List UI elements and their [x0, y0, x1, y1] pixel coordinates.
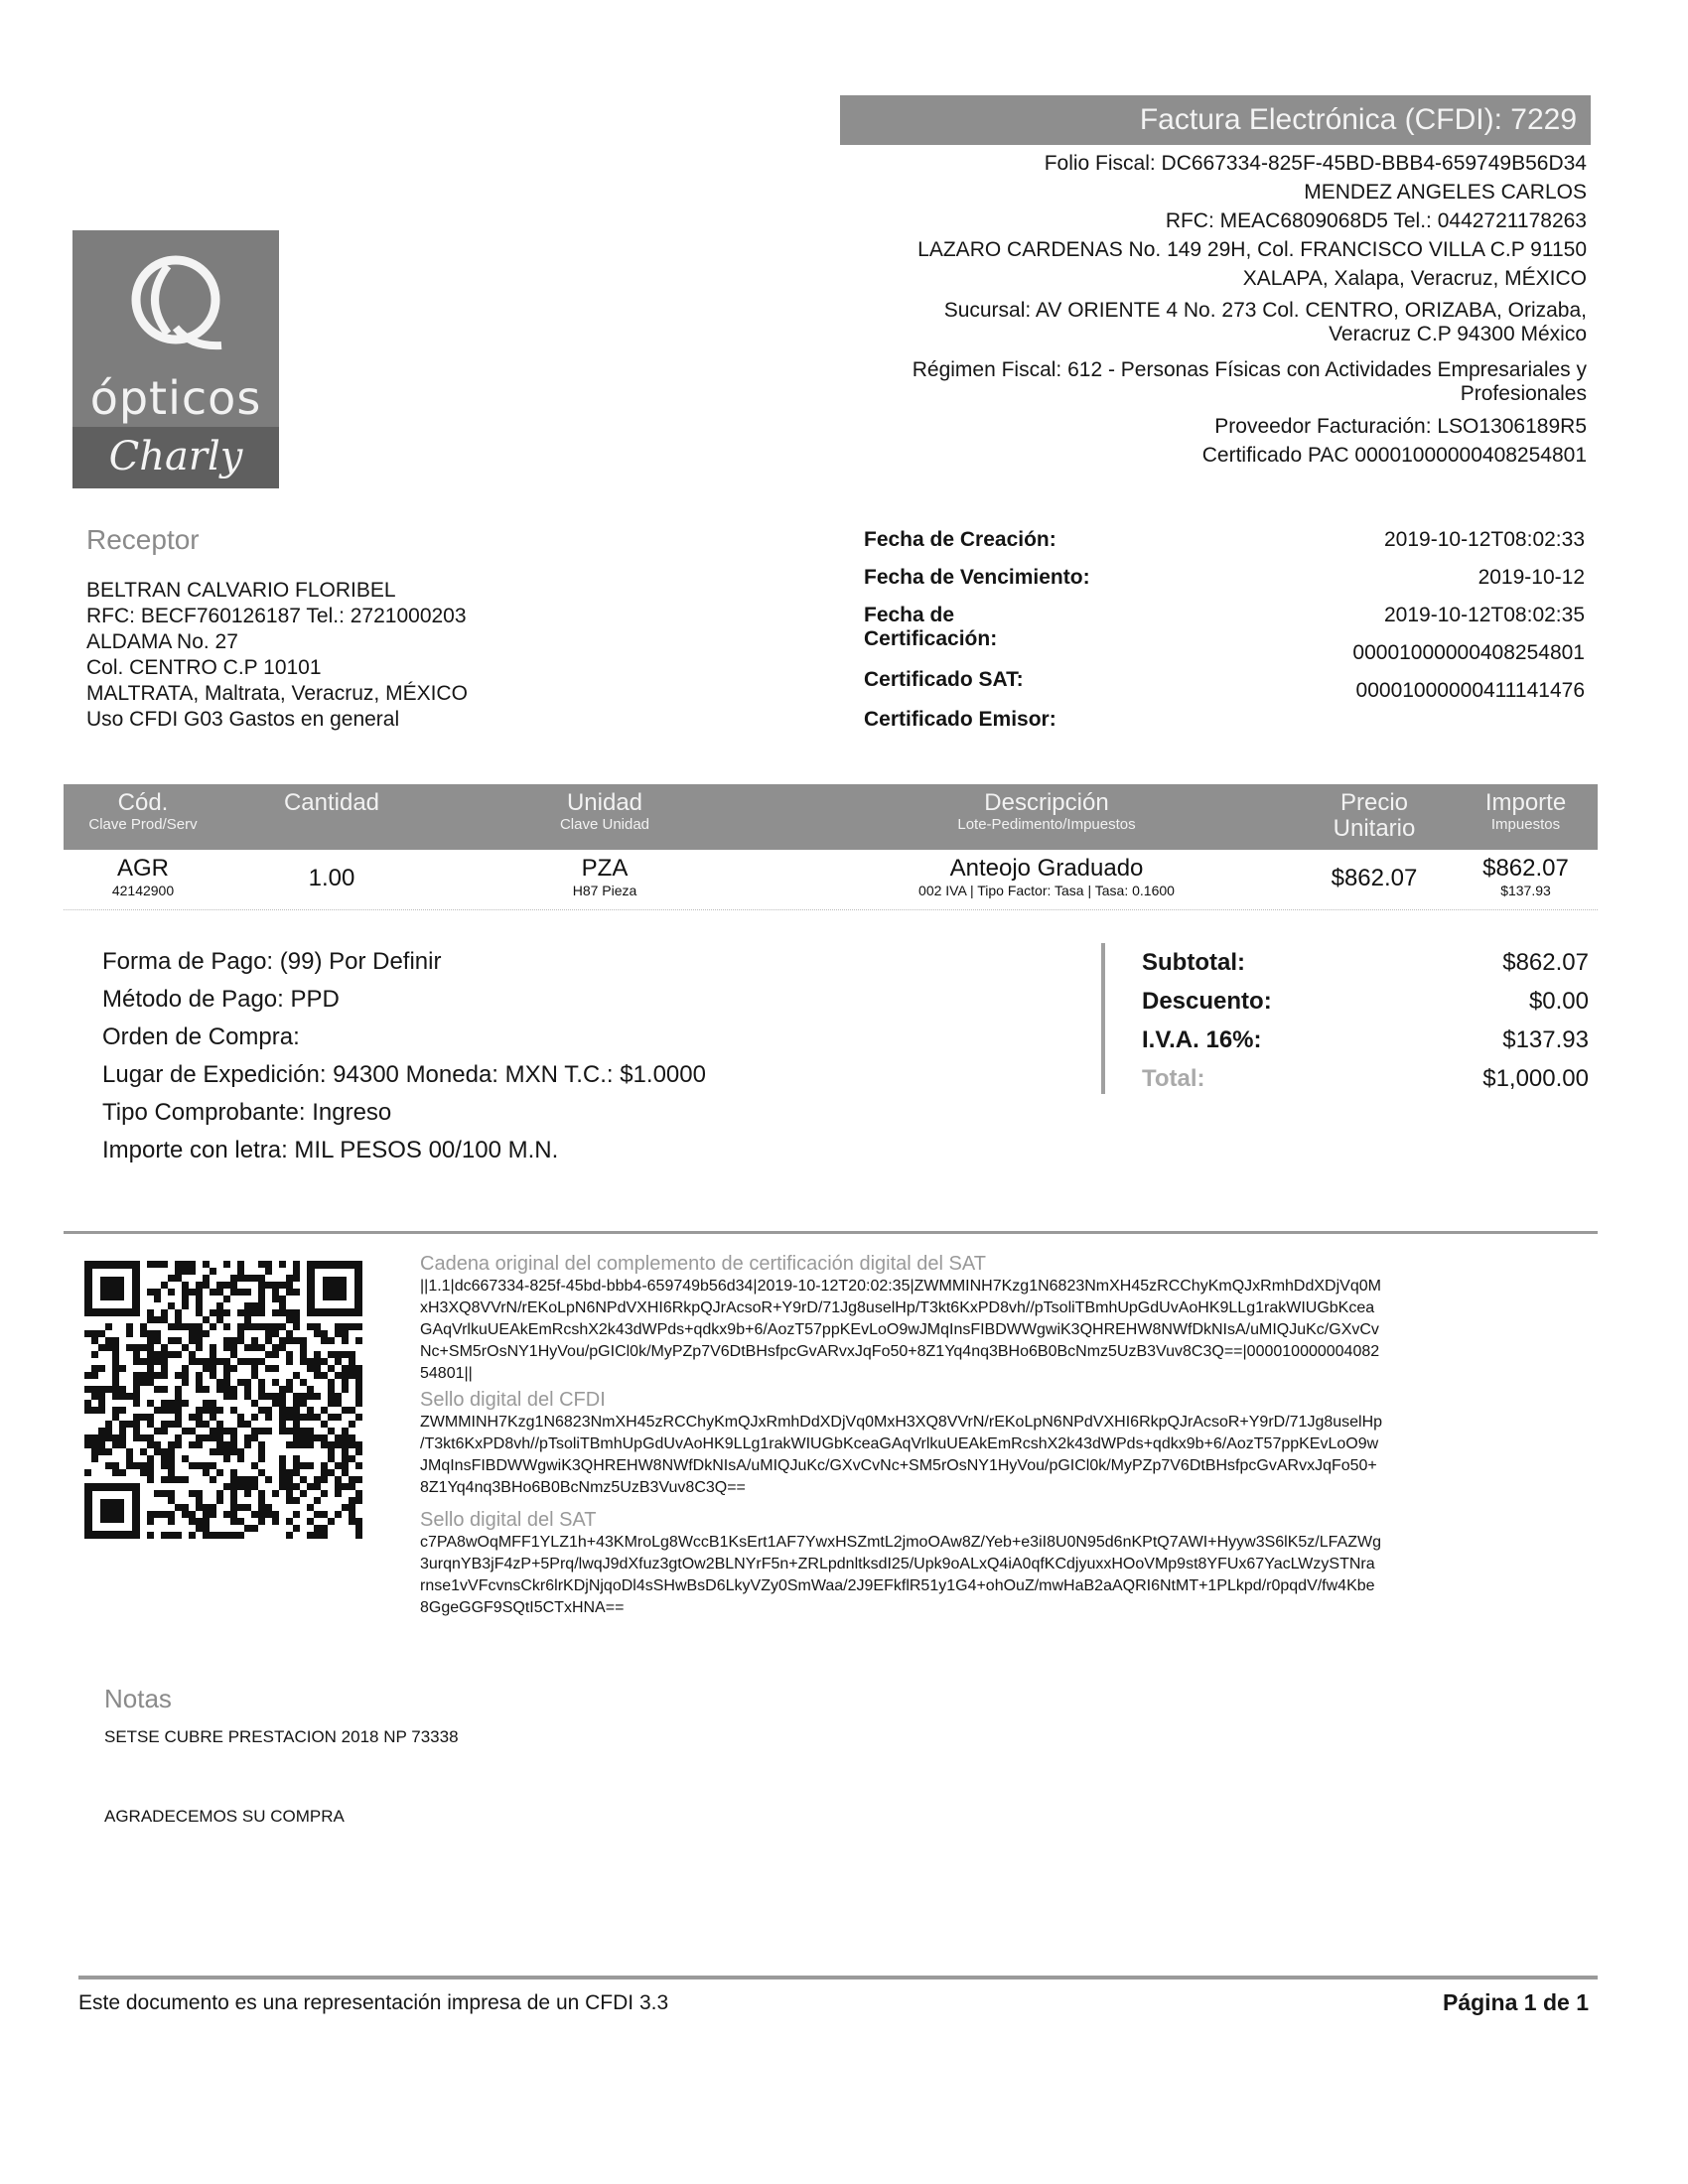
col-codigo-label: Cód. [117, 789, 169, 816]
totals-divider [1101, 943, 1105, 1094]
fecha-vencimiento-label: Fecha de Vencimiento: [864, 566, 1090, 589]
digital-section [420, 1253, 1584, 1619]
emisor-nombre: MENDEZ ANGELES CARLOS [1304, 181, 1587, 204]
sucursal-line2: Veracruz C.P 94300 México [1329, 323, 1587, 345]
row-divider [64, 909, 1598, 910]
metodo-pago: Método de Pago: PPD [102, 986, 340, 1013]
regimen-line2: Profesionales [1460, 382, 1587, 405]
descuento-label: Descuento: [1142, 988, 1272, 1015]
emisor-rfc: RFC: MEAC6809068D5 Tel.: 0442721178263 [1165, 209, 1587, 232]
receptor-calle: ALDAMA No. 27 [86, 630, 238, 653]
sello-sat-text [420, 1532, 1584, 1619]
proveedor-facturacion: Proveedor Facturación: LSO1306189R5 [1214, 415, 1587, 438]
col-cantidad [242, 784, 421, 850]
fecha-certificacion-label [864, 604, 997, 651]
receptor-colonia: Col. CENTRO C.P 10101 [86, 656, 322, 679]
invoice-title: Factura Electrónica (CFDI): 7229 [840, 95, 1591, 145]
logo-emblem-icon [72, 230, 279, 379]
sello-sat-line: rnse1vVFcvnsCkr6lrKDjNjqoDl4sSHwBsD6LkyVZy0SmWaa/2J9EFkflR51y1G4+ohOuZ/mwHaB2aAQRI6NtMT+1PLkpd/r0pqdV/fw4Kbe [420, 1577, 1375, 1594]
cadena-line: ||1.1|dc667334-825f-45bd-bbb4-659749b56d34|2019-10-12T20:02:35|ZWMMINH7Kzg1N6823NmXH45zRCChyKmQJxRmhDdXDjVq0M [420, 1278, 1381, 1295]
nota-1: SETSE CUBRE PRESTACION 2018 NP 73338 [104, 1727, 459, 1746]
certificado-emisor-label: Certificado Emisor: [864, 708, 1056, 731]
col-precio [1300, 784, 1449, 850]
col-codigo-sub: Clave Prod/Serv [88, 816, 198, 833]
logo-script-text: Charly [108, 434, 243, 479]
receptor-info [86, 578, 468, 733]
sello-cfdi-line: ZWMMINH7Kzg1N6823NmXH45zRCChyKmQJxRmhDdXDjVq0MxH3XQ8VVrN/rEKoLpN6NPdVXHI6RkpQJrAcsoR+Y9rD/71Jg8uselHp [420, 1414, 1383, 1431]
emisor-info [840, 149, 1587, 470]
row-importe-value: $862.07 [1482, 855, 1569, 882]
fecha-certificacion-label-line1: Fecha de [864, 604, 955, 626]
fecha-certificacion-label-line2: Certificación: [864, 627, 998, 650]
payment-info [102, 943, 706, 1169]
sello-cfdi-title: Sello digital del CFDI [420, 1389, 606, 1411]
row-clave-unidad-value: H87 Pieza [572, 883, 637, 898]
col-importe [1454, 784, 1598, 850]
cadena-line: xH3XQ8VVrN/rEKoLpN6NPdVXHI6RkpQJrAcsoR+Y9rD/71Jg8uselHp/T3kt6KxPD8vh//pTsoliTBmhUpGdUvAoHK9LLg1rakWIUGbKcea [420, 1299, 1375, 1316]
cadena-line: Nc+SM5rOsNY1HyVou/pGICl0k/MyPZp7V6DtBHsfpcGvARvxJqFo50+8Z1Yq4nq3BHo6B0BcNmz5UzB3Vuv8C3Q==|000010000004082 [420, 1343, 1380, 1360]
sello-sat-line: 8GgeGGF9SQtI5CTxHNA== [420, 1599, 625, 1616]
emisor-direccion: LAZARO CARDENAS No. 149 29H, Col. FRANCISCO VILLA C.P 91150 [917, 238, 1587, 261]
cadena-line: 54801|| [420, 1365, 473, 1382]
total-label: Total: [1142, 1065, 1205, 1092]
row-descripcion-value: Anteojo Graduado [949, 855, 1144, 882]
col-cantidad-label: Cantidad [283, 789, 380, 816]
orden-compra: Orden de Compra: [102, 1024, 300, 1050]
sello-cfdi-line: /T3kt6KxPD8vh//pTsoliTBmhUpGdUvAoHK9LLg1rakWIUGbKceaGAqVrlkuUEAkEmRcshX2k43dWPds+qdkx9b+6/AozT57ppKEvLoO9w [420, 1435, 1379, 1452]
col-unidad [481, 784, 729, 850]
sello-cfdi-line: 8Z1Yq4nq3BHo6B0BcNmz5UzB3Vuv8C3Q== [420, 1479, 746, 1496]
row-importe-impuestos-value: $137.93 [1500, 883, 1551, 898]
row-cantidad [242, 866, 421, 891]
sello-cfdi-line: JMqInsFIBDWWgwiK3QHREHW8NWfDkNIsA/uMIQJuKc/GXvCvNc+SM5rOsNY1HyVou/pGICl0k/MyPZp7V6DtBHsfpcGvARvxJqFo50+ [420, 1457, 1377, 1474]
col-descripcion-label: Descripción [984, 789, 1109, 816]
sello-sat-line: c7PA8wOqMFF1YLZ1h+43KMroLg8WccB1KsErt1AF7YwxHSZmtL2jmoOAw8Z/Yeb+e3iI8U0N95d6nKPtQ7AWI+Hyyw3S6lK5z/LFAZWg [420, 1534, 1381, 1551]
sucursal-line1: Sucursal: AV ORIENTE 4 No. 273 Col. CENTRO, ORIZABA, Orizaba, [943, 299, 1587, 322]
regimen-line1: Régimen Fiscal: 612 - Personas Físicas con Actividades Empresariales y [912, 358, 1587, 381]
receptor-ciudad: MALTRATA, Maltrata, Veracruz, MÉXICO [86, 682, 468, 705]
certificado-emisor-value: 00001000000411141476 [1355, 679, 1585, 702]
certificado-sat-label: Certificado SAT: [864, 668, 1024, 691]
col-descripcion-sub: Lote-Pedimento/Impuestos [957, 816, 1136, 833]
total-value: $1,000.00 [1482, 1065, 1589, 1092]
company-logo [72, 230, 279, 488]
col-precio-label: Precio [1339, 789, 1409, 816]
footer-note: Este documento es una representación impresa de un CFDI 3.3 [78, 1991, 669, 2014]
row-unidad [481, 856, 729, 899]
row-cantidad-value: 1.00 [308, 865, 355, 891]
row-codigo-value: AGR [116, 855, 169, 882]
section-divider [64, 1231, 1598, 1234]
sello-sat-line: 3urqnYB3jF4zP+5Prq/lwqJ9dXfuz3gtOw2BLNYrF5n+ZRLpdnltksdI25/Upk9oALxQ4iA0qfKCdjyuxxHOoVMp9st8YFUx67YacLWzySTNra [420, 1556, 1375, 1572]
row-importe [1454, 856, 1598, 899]
forma-pago: Forma de Pago: (99) Por Definir [102, 948, 442, 975]
cadena-line: GAqVrlkuUEAkEmRcshX2k43dWPds+qdkx9b+6/AozT57ppKEvLoO9wJMqInsFIBDWWgwiK3QHREHW8NWfDkNIsA/uMIQJuKc/GXvCv [420, 1321, 1379, 1338]
receptor-uso-cfdi: Uso CFDI G03 Gastos en general [86, 708, 400, 731]
row-unidad-value: PZA [581, 855, 629, 882]
certificado-pac: Certificado PAC 00001000000408254801 [1201, 444, 1587, 467]
fecha-creacion-label: Fecha de Creación: [864, 528, 1056, 551]
col-importe-sub: Impuestos [1490, 816, 1561, 833]
logo-brand-text: ópticos [89, 371, 262, 425]
fecha-vencimiento-value: 2019-10-12 [1477, 566, 1585, 589]
cadena-original-text [420, 1276, 1584, 1385]
row-impuestos-value: 002 IVA | Tipo Factor: Tasa | Tasa: 0.1600 [918, 883, 1175, 898]
page-number: Página 1 de 1 [1442, 1989, 1589, 2015]
importe-letra: Importe con letra: MIL PESOS 00/100 M.N. [102, 1137, 559, 1163]
iva-value: $137.93 [1502, 1026, 1589, 1053]
items-table-header [64, 784, 1598, 850]
tipo-comprobante: Tipo Comprobante: Ingreso [102, 1099, 392, 1126]
row-precio-value: $862.07 [1331, 865, 1418, 891]
emisor-ciudad: XALAPA, Xalapa, Veracruz, MÉXICO [1242, 267, 1587, 290]
row-precio [1300, 866, 1449, 891]
row-clave-value: 42142900 [111, 883, 175, 898]
folio-fiscal: Folio Fiscal: DC667334-825F-45BD-BBB4-659749B56D34 [1044, 152, 1587, 175]
col-unidad-sub: Clave Unidad [559, 816, 650, 833]
col-descripcion [808, 784, 1285, 850]
receptor-nombre: BELTRAN CALVARIO FLORIBEL [86, 579, 396, 602]
footer-divider [78, 1976, 1598, 1979]
receptor-rfc: RFC: BECF760126187 Tel.: 2721000203 [86, 605, 467, 627]
subtotal-value: $862.07 [1502, 949, 1589, 976]
table-row [64, 856, 1598, 911]
col-importe-label: Importe [1484, 789, 1567, 816]
col-codigo [64, 784, 222, 850]
row-descripcion [808, 856, 1285, 899]
col-unidad-label: Unidad [566, 789, 643, 816]
sello-cfdi-text [420, 1412, 1584, 1499]
nota-2: AGRADECEMOS SU COMPRA [104, 1807, 345, 1826]
certificado-sat-value: 00001000000408254801 [1352, 641, 1585, 664]
sello-sat-title: Sello digital del SAT [420, 1509, 597, 1531]
descuento-value: $0.00 [1528, 988, 1589, 1015]
row-codigo [64, 856, 222, 899]
fecha-certificacion-value: 2019-10-12T08:02:35 [1384, 604, 1585, 626]
iva-label: I.V.A. 16%: [1142, 1026, 1262, 1053]
col-precio-sub: Unitario [1333, 815, 1416, 842]
notas-title: Notas [104, 1684, 172, 1713]
fecha-creacion-value: 2019-10-12T08:02:33 [1384, 528, 1585, 551]
cadena-original-title: Cadena original del complemento de certificación digital del SAT [420, 1253, 986, 1275]
subtotal-label: Subtotal: [1142, 949, 1245, 976]
qr-code-icon [84, 1261, 362, 1539]
lugar-expedicion: Lugar de Expedición: 94300 Moneda: MXN T.C.: $1.0000 [102, 1061, 706, 1088]
receptor-title: Receptor [86, 524, 200, 555]
